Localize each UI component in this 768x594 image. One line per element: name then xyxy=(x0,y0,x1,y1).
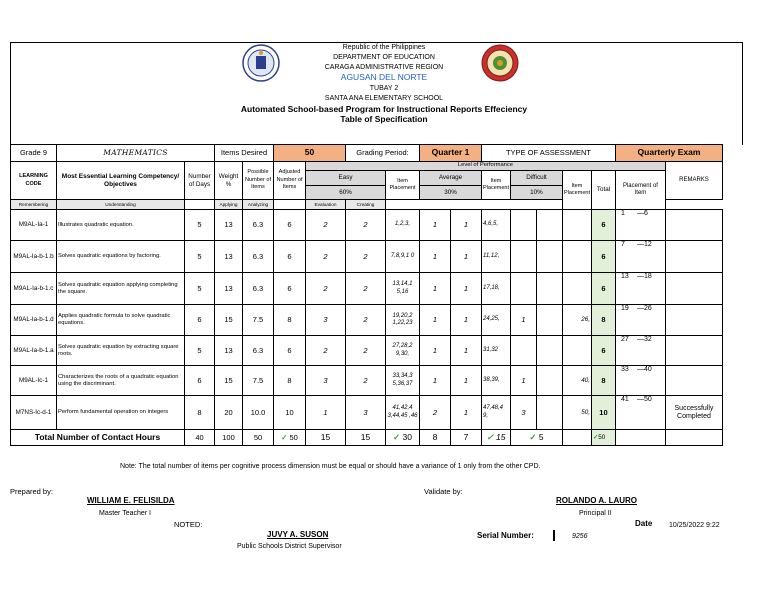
cell-remembering: 3 xyxy=(306,366,346,396)
table-row xyxy=(11,210,723,241)
header-republic: Republic of the Philippines xyxy=(342,44,426,51)
cell-possible: 6.3 xyxy=(243,241,274,273)
placement-from: 27 xyxy=(620,336,629,343)
table-row xyxy=(11,273,723,305)
table-row xyxy=(11,305,723,336)
cell-difficult-placement xyxy=(562,241,591,273)
cell-applying: 1 xyxy=(420,210,451,241)
placement-dash: — xyxy=(636,336,644,343)
cell-creating xyxy=(536,305,562,336)
col-evaluation: Evaluation xyxy=(306,200,346,210)
total-easy: 30 xyxy=(402,431,412,442)
col-total: Total xyxy=(591,171,615,210)
cell-average-placement: 17,18, xyxy=(482,273,511,305)
cell-remembering: 2 xyxy=(306,336,346,366)
col-average: Average xyxy=(420,171,482,186)
cell-average-placement: 47,48,4 9, xyxy=(482,396,511,430)
check-icon: ✓ xyxy=(529,431,537,442)
items-desired-label: Items Desired xyxy=(215,145,274,162)
cell-adjusted: 6 xyxy=(274,273,306,305)
cell-learning-code: M7NS-Ic-d-1 xyxy=(11,396,57,430)
validate-by-title: Principal II xyxy=(579,510,612,517)
cell-remarks xyxy=(665,305,722,336)
cell-creating xyxy=(536,210,562,241)
cell-learning-code: M9AL-Ia-b-1.a xyxy=(11,336,57,366)
total-days: 40 xyxy=(185,430,215,446)
cell-possible: 7.5 xyxy=(243,305,274,336)
col-item-placement-easy: Item Placement xyxy=(386,171,420,200)
col-placement-item: Placement of Item xyxy=(615,171,665,210)
cell-placement-item xyxy=(615,273,665,305)
placement-to: 26 xyxy=(643,305,652,312)
cell-understanding: 2 xyxy=(346,336,386,366)
cell-remarks xyxy=(665,241,722,273)
placement-to: 32 xyxy=(643,336,652,343)
total-possible: 50 xyxy=(243,430,274,446)
cell-learning-code: M9AL-Ia-b-1.c xyxy=(11,273,57,305)
cell-analyzing: 1 xyxy=(451,210,482,241)
cell-easy-placement: 1,2,3, xyxy=(386,210,420,241)
serial-label: Serial Number: xyxy=(477,531,534,540)
cell-difficult-placement: 50, xyxy=(562,396,591,430)
col-weight: Weight % xyxy=(215,162,243,200)
cell-creating xyxy=(536,366,562,396)
cell-learning-code: M9AL-Ia-b-1.d xyxy=(11,305,57,336)
header-school: SANTA ANA ELEMENTARY SCHOOL xyxy=(324,95,444,102)
cell-creating xyxy=(536,396,562,430)
cell-remembering: 2 xyxy=(306,273,346,305)
table-row xyxy=(11,366,723,396)
cell-adjusted: 6 xyxy=(274,210,306,241)
cell-possible: 10.0 xyxy=(243,396,274,430)
header-program: Automated School-based Program for Instructional Reports Effeciency xyxy=(240,104,528,114)
cell-weight: 20 xyxy=(215,396,243,430)
placement-from: 7 xyxy=(620,241,625,248)
cell-applying: 1 xyxy=(420,273,451,305)
cell-placement-item xyxy=(615,336,665,366)
cell-understanding: 3 xyxy=(346,396,386,430)
cell-analyzing: 1 xyxy=(451,336,482,366)
cell-days: 5 xyxy=(185,241,215,273)
cell-understanding: 2 xyxy=(346,210,386,241)
cell-placement-item xyxy=(615,366,665,396)
total-average: 15 xyxy=(496,431,506,442)
cell-adjusted: 6 xyxy=(274,241,306,273)
cell-adjusted: 8 xyxy=(274,366,306,396)
prepared-by-name: WILLIAM E. FELISILDA xyxy=(87,496,175,505)
placement-from: 1 xyxy=(620,210,625,217)
cell-remarks xyxy=(665,210,722,241)
col-learning-code: LEARNING CODE xyxy=(11,162,57,200)
placement-dash: — xyxy=(636,305,644,312)
cell-total: 10 xyxy=(591,396,615,430)
cell-total: 8 xyxy=(591,366,615,396)
cell-days: 5 xyxy=(185,336,215,366)
placement-dash: — xyxy=(636,241,644,248)
note-text: Note: The total number of items per cognitive process dimension must be equal or should have a variance of 1 only from the other CPD. xyxy=(120,463,541,470)
cell-learning-code: M9AL-Ia-b-1.b xyxy=(11,241,57,273)
cell-placement-item xyxy=(615,305,665,336)
placement-from: 13 xyxy=(620,273,629,280)
cell-competency: Solves quadratic equation by extracting square roots. xyxy=(57,336,185,366)
placement-dash: — xyxy=(636,273,644,280)
cell-difficult-placement xyxy=(562,210,591,241)
placement-to: 12 xyxy=(643,241,652,248)
page-title: Table of Specification xyxy=(340,114,428,124)
cell-easy-placement: 27,28,2 9,30, xyxy=(386,336,420,366)
table-row xyxy=(11,396,723,430)
placement-to: 6 xyxy=(643,210,648,217)
noted-title: Public Schools District Supervisor xyxy=(237,543,342,550)
table-row xyxy=(11,336,723,366)
total-adjusted: 50 xyxy=(289,432,298,442)
col-adjusted: Adjusted Number of Items xyxy=(274,162,306,200)
assessment-type-value: Quarterly Exam xyxy=(615,145,722,162)
col-creating: Creating xyxy=(346,200,386,210)
total-applying: 8 xyxy=(420,430,451,446)
cell-total: 6 xyxy=(591,336,615,366)
cell-remarks xyxy=(665,273,722,305)
col-days: Number of Days xyxy=(185,162,215,200)
cell-weight: 13 xyxy=(215,336,243,366)
cell-remarks xyxy=(665,366,722,396)
col-understanding: Understanding xyxy=(57,200,185,210)
cell-remarks: Successfully Completed xyxy=(665,396,722,430)
totals-row xyxy=(11,430,723,446)
cell-days: 5 xyxy=(185,210,215,241)
cell-understanding: 2 xyxy=(346,241,386,273)
cell-remembering: 1 xyxy=(306,396,346,430)
col-remembering: Remembering xyxy=(11,200,57,210)
grading-period-label: Grading Period: xyxy=(346,145,420,162)
cell-applying: 1 xyxy=(420,366,451,396)
totals-label: Total Number of Contact Hours xyxy=(11,430,185,446)
cell-creating xyxy=(536,336,562,366)
date-label: Date xyxy=(635,519,653,528)
cell-weight: 15 xyxy=(215,305,243,336)
cell-creating xyxy=(536,241,562,273)
cell-evaluation xyxy=(510,210,536,241)
cell-possible: 6.3 xyxy=(243,273,274,305)
cell-learning-code: M9AL-Ic-1 xyxy=(11,366,57,396)
quarter-value: Quarter 1 xyxy=(420,145,482,162)
cell-adjusted: 6 xyxy=(274,336,306,366)
cell-difficult-placement xyxy=(562,336,591,366)
prepared-by-label: Prepared by: xyxy=(10,487,53,496)
col-applying: Applying xyxy=(215,200,243,210)
cell-total: 8 xyxy=(591,305,615,336)
cell-remembering: 2 xyxy=(306,210,346,241)
grade-cell: Grade 9 xyxy=(11,145,57,162)
table-row xyxy=(11,241,723,273)
text-cursor xyxy=(553,530,555,541)
cell-applying: 1 xyxy=(420,336,451,366)
cell-easy-placement: 7,8,9,1 0 xyxy=(386,241,420,273)
cell-analyzing: 1 xyxy=(451,396,482,430)
serial-value: 9256 xyxy=(572,533,588,540)
placement-to: 18 xyxy=(643,273,652,280)
cell-evaluation xyxy=(510,336,536,366)
tos-table xyxy=(10,144,723,446)
assessment-type-label: TYPE OF ASSESSMENT xyxy=(482,145,616,162)
cell-possible: 7.5 xyxy=(243,366,274,396)
cell-days: 5 xyxy=(185,273,215,305)
cell-understanding: 2 xyxy=(346,366,386,396)
cell-possible: 6.3 xyxy=(243,210,274,241)
cell-difficult-placement: 40, xyxy=(562,366,591,396)
grand-total: 50 xyxy=(598,433,606,441)
cell-easy-placement: 33,34,3 5,36,37 xyxy=(386,366,420,396)
cell-placement-item xyxy=(615,241,665,273)
col-competency: Most Essential Learning Competency/ Objectives xyxy=(57,162,185,200)
cell-understanding: 2 xyxy=(346,305,386,336)
cell-competency: Solves quadratic equation applying completing the square. xyxy=(57,273,185,305)
cell-adjusted: 8 xyxy=(274,305,306,336)
check-icon: ✓ xyxy=(281,432,288,442)
cell-analyzing: 1 xyxy=(451,305,482,336)
cell-weight: 13 xyxy=(215,210,243,241)
cell-possible: 6.3 xyxy=(243,336,274,366)
info-row xyxy=(11,145,723,162)
check-icon: ✓ xyxy=(592,433,599,441)
cell-difficult-placement xyxy=(562,273,591,305)
cell-days: 6 xyxy=(185,305,215,336)
cell-analyzing: 1 xyxy=(451,273,482,305)
col-easy: Easy xyxy=(306,171,386,186)
cell-competency: Characterizes the roots of a quadratic equation using the discriminant. xyxy=(57,366,185,396)
col-possible: Possible Number of Items xyxy=(243,162,274,200)
cell-difficult-placement: 26, xyxy=(562,305,591,336)
cell-average-placement: 24,25, xyxy=(482,305,511,336)
cell-evaluation: 1 xyxy=(510,366,536,396)
cell-weight: 13 xyxy=(215,273,243,305)
cell-total: 6 xyxy=(591,210,615,241)
cell-applying: 1 xyxy=(420,305,451,336)
cell-weight: 13 xyxy=(215,241,243,273)
average-percent: 30% xyxy=(420,186,482,200)
cell-applying: 2 xyxy=(420,396,451,430)
cell-days: 8 xyxy=(185,396,215,430)
validate-by-name: ROLANDO A. LAURO xyxy=(556,496,638,505)
cell-average-placement: 4,6,5, xyxy=(482,210,511,241)
placement-from: 33 xyxy=(620,366,629,373)
validate-by-label: Validate by: xyxy=(424,487,463,496)
subject-cell: MATHEMATICS xyxy=(57,145,215,162)
header-district: TUBAY 2 xyxy=(369,85,399,92)
placement-dash: — xyxy=(636,210,644,217)
col-level-performance: Level of Performance xyxy=(306,162,666,171)
placement-dash: — xyxy=(636,366,644,373)
cell-average-placement: 31,32 xyxy=(482,336,511,366)
cell-competency: Illustrates quadratic equation. xyxy=(57,210,185,241)
cell-understanding: 2 xyxy=(346,273,386,305)
cell-remarks xyxy=(665,336,722,366)
cell-weight: 15 xyxy=(215,366,243,396)
cell-placement-item xyxy=(615,210,665,241)
cell-easy-placement: 41,42,4 3,44,45 ,46 xyxy=(386,396,420,430)
col-item-placement-difficult: Item Placement xyxy=(562,171,591,210)
easy-percent: 60% xyxy=(306,186,386,200)
cell-creating xyxy=(536,273,562,305)
cell-placement-item xyxy=(615,396,665,430)
cell-average-placement: 11,12, xyxy=(482,241,511,273)
cell-remembering: 3 xyxy=(306,305,346,336)
cell-competency: Perform fundamental operation on integers xyxy=(57,396,185,430)
prepared-by-title: Master Teacher I xyxy=(99,510,152,517)
header-deped: DEPARTMENT OF EDUCATION xyxy=(333,54,435,61)
difficult-percent: 10% xyxy=(510,186,562,200)
cell-analyzing: 1 xyxy=(451,366,482,396)
placement-from: 19 xyxy=(620,305,629,312)
cell-competency: Applies quadratic formula to solve quadratic equations. xyxy=(57,305,185,336)
cell-remembering: 2 xyxy=(306,241,346,273)
cell-analyzing: 1 xyxy=(451,241,482,273)
noted-label: NOTED: xyxy=(174,520,203,529)
col-analyzing: Analyzing xyxy=(243,200,274,210)
total-remembering: 15 xyxy=(306,430,346,446)
items-desired-value: 50 xyxy=(274,145,346,162)
check-icon: ✓ xyxy=(486,431,494,442)
col-difficult: Difficult xyxy=(510,171,562,186)
placement-from: 41 xyxy=(620,396,629,403)
header-region: CARAGA ADMINISTRATIVE REGION xyxy=(324,64,444,71)
col-item-placement-average: Item Placement xyxy=(482,171,511,200)
header-division: AGUSAN DEL NORTE xyxy=(340,72,428,82)
placement-to: 50 xyxy=(643,396,652,403)
cell-evaluation: 3 xyxy=(510,396,536,430)
cell-evaluation: 1 xyxy=(510,305,536,336)
cell-total: 6 xyxy=(591,273,615,305)
cell-average-placement: 38,39, xyxy=(482,366,511,396)
check-icon: ✓ xyxy=(393,431,401,442)
date-value: 10/25/2022 9:22 xyxy=(669,522,720,529)
total-weight: 100 xyxy=(215,430,243,446)
placement-to: 40 xyxy=(643,366,652,373)
total-analyzing: 7 xyxy=(451,430,482,446)
cell-evaluation xyxy=(510,241,536,273)
cell-total: 6 xyxy=(591,241,615,273)
cell-adjusted: 10 xyxy=(274,396,306,430)
cell-days: 6 xyxy=(185,366,215,396)
cell-easy-placement: 13,14,1 5,16 xyxy=(386,273,420,305)
cell-evaluation xyxy=(510,273,536,305)
col-remarks: REMARKS xyxy=(665,162,722,200)
placement-dash: — xyxy=(636,396,644,403)
cell-competency: Solves quadratic equations by factoring. xyxy=(57,241,185,273)
total-evaluation: 5 xyxy=(538,431,544,442)
cell-learning-code: M9AL-Ia-1 xyxy=(11,210,57,241)
cell-easy-placement: 19,20,2 1,22,23 xyxy=(386,305,420,336)
total-understanding: 15 xyxy=(346,430,386,446)
noted-name: JUVY A. SUSON xyxy=(267,530,329,539)
cell-applying: 1 xyxy=(420,241,451,273)
